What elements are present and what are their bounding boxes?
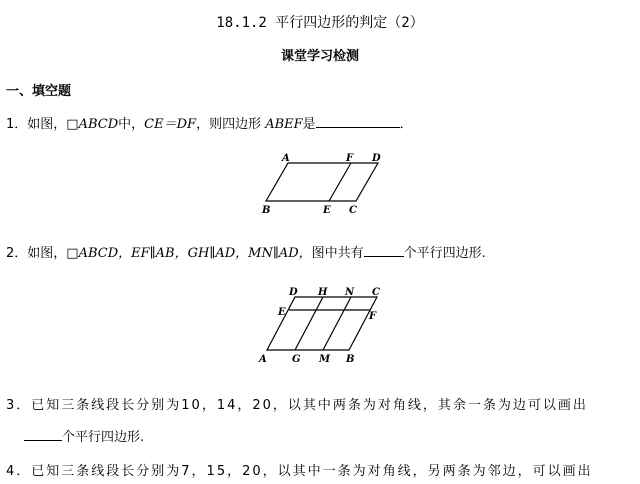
label-b: B <box>262 205 271 216</box>
label-d: D <box>289 287 298 298</box>
page-subtitle: 课堂学习检测 <box>280 49 359 64</box>
answer-blank[interactable] <box>316 114 400 128</box>
label-n: N <box>345 287 355 298</box>
segment-fe <box>329 163 351 201</box>
label-c: C <box>349 205 357 216</box>
question-number: 4． <box>6 464 32 479</box>
label-b: B <box>346 354 355 365</box>
label-f: F <box>346 153 354 164</box>
question-3-line-2: 个平行四边形. <box>24 426 144 445</box>
label-h: H <box>318 287 328 298</box>
label-e: E <box>323 205 331 216</box>
segment-nm <box>323 297 351 350</box>
parallelogram-abcd <box>266 163 378 201</box>
question-2: 2．如图，□ABCD，EF∥AB，GH∥AD，MN∥AD，图中共有 个平行四边形. <box>6 242 486 261</box>
label-e: E <box>278 307 286 318</box>
figure-1-parallelogram <box>255 150 395 220</box>
segment-hg <box>295 297 323 350</box>
label-c: C <box>372 287 380 298</box>
question-3: 3．已知三条线段长分别为10，14，20，以其中两条为对角线，其余一条为边可以画出 <box>6 398 588 413</box>
label-f: F <box>369 311 377 322</box>
question-number: 3． <box>6 398 32 413</box>
question-1: 1．如图，□ABCD中，CE＝DF，则四边形 ABEF是 ． <box>6 113 413 132</box>
page-title: 18.1.2 平行四边形的判定（2） <box>216 15 424 31</box>
label-d: D <box>372 153 381 164</box>
answer-blank[interactable] <box>364 243 404 257</box>
label-a: A <box>259 354 267 365</box>
question-number: 2． <box>6 246 28 261</box>
label-m: M <box>319 354 331 365</box>
answer-blank[interactable] <box>24 427 62 441</box>
figure-2-parallelogram <box>255 283 395 367</box>
question-4: 4．已知三条线段长分别为7，15，20，以其中一条为对角线，另两条为邻边，可以画出 <box>6 464 593 479</box>
question-number: 1． <box>6 117 28 132</box>
parallelogram-abcd <box>267 297 377 350</box>
section-heading: 一、填空题 <box>6 84 72 99</box>
label-g: G <box>292 354 301 365</box>
label-a: A <box>282 153 290 164</box>
